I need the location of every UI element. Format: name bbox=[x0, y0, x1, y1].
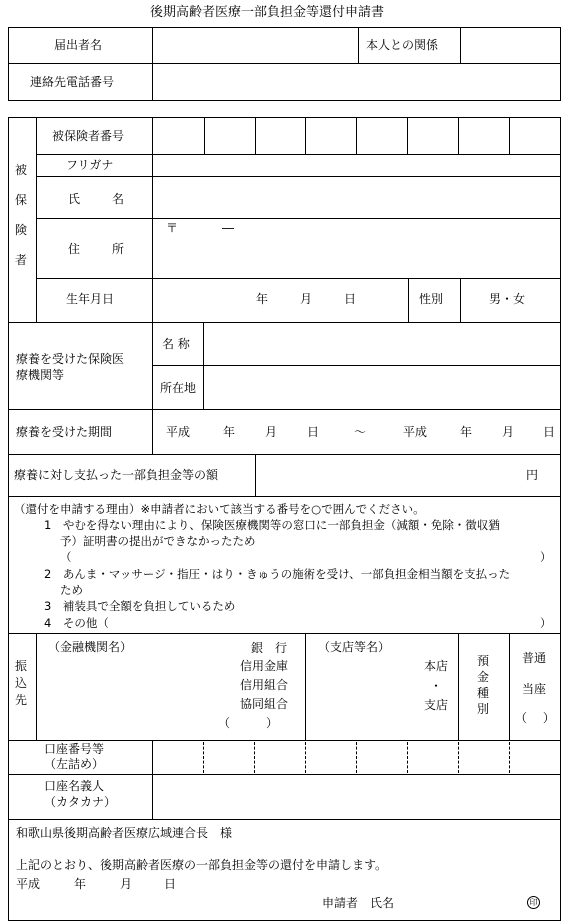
sex-options[interactable]: 男・女 bbox=[489, 292, 526, 306]
address-field[interactable] bbox=[153, 219, 560, 278]
deposit-option-paren: （ ） bbox=[515, 711, 555, 725]
period-end-month: 月 bbox=[502, 425, 515, 439]
applicant-signature-label: 申請者 氏名 bbox=[322, 896, 395, 910]
paid-amount-label: 療養に対し支払った一部負担金等の額 bbox=[14, 468, 219, 482]
applicant-name-label: 届出者名 bbox=[54, 38, 103, 52]
hospital-location-label: 所在地 bbox=[160, 381, 197, 395]
addressee: 和歌山県後期高齢者医療広域連合長 様 bbox=[16, 826, 233, 840]
period-label: 療養を受けた期間 bbox=[16, 425, 113, 439]
name-label-2: 名 bbox=[112, 192, 125, 206]
bank-institution-label: （金融機関名） bbox=[48, 640, 133, 654]
date-month: 月 bbox=[120, 877, 133, 891]
period-field[interactable] bbox=[153, 410, 560, 454]
account-number-boxes[interactable] bbox=[153, 741, 560, 774]
insured-name-field[interactable] bbox=[153, 177, 560, 218]
bank-institution-field[interactable] bbox=[37, 656, 237, 736]
deposit-type-label-3: 種 bbox=[477, 686, 490, 700]
reason-2-line-2: ため bbox=[60, 583, 83, 597]
furigana-label: フリガナ bbox=[66, 158, 114, 172]
period-end-year: 年 bbox=[460, 425, 473, 439]
insured-number-label: 被保険者番号 bbox=[52, 129, 125, 143]
date-era: 平成 bbox=[16, 877, 41, 891]
hospital-name-label: 名 称 bbox=[162, 337, 190, 351]
date-day: 日 bbox=[164, 877, 177, 891]
account-holder-field[interactable] bbox=[153, 775, 560, 819]
deposit-option-futsu[interactable]: 普通 bbox=[522, 651, 547, 665]
address-label-1: 住 bbox=[68, 242, 81, 256]
account-number-label-2: （左詰め） bbox=[44, 757, 105, 771]
applicant-name-field[interactable] bbox=[153, 28, 358, 63]
period-end-day: 日 bbox=[543, 425, 556, 439]
period-tilde: ～ bbox=[354, 425, 367, 439]
reason-4[interactable]: 4 その他（ bbox=[44, 616, 109, 630]
period-start-era: 平成 bbox=[166, 425, 191, 439]
bank-type-shinkumi[interactable]: 信用組合 bbox=[240, 678, 289, 692]
date-year: 年 bbox=[74, 877, 87, 891]
period-start-day: 日 bbox=[307, 425, 320, 439]
branch-sub[interactable]: 支店 bbox=[424, 698, 449, 712]
hospital-label-2: 療機関等 bbox=[16, 368, 65, 382]
branch-dot: ・ bbox=[430, 679, 443, 693]
statement: 上記のとおり、後期高齢者医療の一部負担金等の還付を申請します。 bbox=[16, 858, 388, 872]
form-title: 後期高齢者医療一部負担金等還付申請書 bbox=[150, 5, 385, 20]
deposit-type-label-4: 別 bbox=[477, 702, 490, 716]
paid-amount-yen: 円 bbox=[526, 468, 539, 482]
branch-label: （支店等名） bbox=[318, 640, 391, 654]
bank-type-kyodo[interactable]: 協同組合 bbox=[240, 697, 289, 711]
hospital-location-field[interactable] bbox=[204, 366, 560, 409]
birth-date-label: 生年月日 bbox=[66, 292, 115, 306]
applicant-signature-field[interactable] bbox=[410, 893, 520, 913]
application-date-field[interactable] bbox=[40, 875, 180, 893]
reason-bottom-line bbox=[8, 633, 561, 634]
insured-group-label-4: 者 bbox=[15, 253, 28, 267]
birth-month-unit: 月 bbox=[300, 292, 313, 306]
bank-group-label-2: 込 bbox=[15, 676, 28, 690]
reason-1-paren-close: ） bbox=[540, 550, 552, 564]
reason-4-paren-close: ） bbox=[540, 616, 552, 630]
deposit-type-label-2: 金 bbox=[477, 670, 490, 684]
hospital-label-1: 療養を受けた保険医 bbox=[16, 352, 125, 366]
period-start-month: 月 bbox=[265, 425, 278, 439]
reason-3[interactable]: 3 補装具で全額を負担しているため bbox=[44, 599, 236, 613]
bank-group-label-1: 振 bbox=[15, 659, 28, 673]
address-label-2: 所 bbox=[112, 242, 125, 256]
insured-group-label-1: 被 bbox=[15, 163, 28, 177]
deposit-type-label-1: 預 bbox=[477, 654, 490, 668]
bank-type-shinkin[interactable]: 信用金庫 bbox=[240, 659, 289, 673]
hospital-name-field[interactable] bbox=[204, 323, 560, 365]
reason-header: （還付を申請する理由）※申請者において該当する番号を○で囲んでください。 bbox=[14, 502, 425, 516]
insured-number-field[interactable] bbox=[153, 118, 560, 154]
branch-main[interactable]: 本店 bbox=[424, 659, 449, 673]
phone-label: 連絡先電話番号 bbox=[30, 75, 115, 89]
reason-1-line-1[interactable]: 1 やむを得ない理由により、保険医療機関等の窓口に一部負担金（減額・免除・徴収猶 bbox=[44, 518, 500, 532]
deposit-option-toza[interactable]: 当座 bbox=[522, 682, 547, 696]
insured-group-label-2: 保 bbox=[15, 193, 28, 207]
birth-date-field[interactable] bbox=[153, 279, 408, 322]
relation-field[interactable] bbox=[461, 28, 560, 63]
bank-type-bank[interactable]: 銀 行 bbox=[251, 641, 288, 655]
relation-label: 本人との関係 bbox=[366, 38, 439, 52]
furigana-field[interactable] bbox=[153, 155, 560, 176]
period-start-year: 年 bbox=[223, 425, 236, 439]
phone-field[interactable] bbox=[153, 64, 560, 100]
reason-2-line-1[interactable]: 2 あんま・マッサージ・指圧・はり・きゅうの施術を受け、一部負担金相当額を支払った bbox=[44, 567, 511, 581]
sex-label: 性別 bbox=[419, 292, 444, 306]
branch-field[interactable] bbox=[306, 656, 416, 736]
account-holder-label-2: （カタカナ） bbox=[44, 795, 117, 809]
account-number-label-1: 口座番号等 bbox=[44, 742, 105, 756]
paid-amount-field[interactable] bbox=[256, 455, 516, 496]
account-holder-label-1: 口座名義人 bbox=[44, 779, 105, 793]
name-label-1: 氏 bbox=[68, 192, 81, 206]
birth-day-unit: 日 bbox=[344, 292, 357, 306]
bank-type-paren: （ ） bbox=[218, 716, 279, 730]
bank-group-label-3: 先 bbox=[15, 693, 28, 707]
reason-1-line-2: 予）証明書の提出ができなかったため bbox=[60, 534, 256, 548]
insured-group-label-3: 険 bbox=[15, 223, 28, 237]
postal-dash: ― bbox=[222, 221, 234, 235]
reason-1-paren-open: （ bbox=[60, 550, 72, 564]
period-end-era: 平成 bbox=[403, 425, 428, 439]
seal-mark: 印 bbox=[527, 896, 540, 909]
postal-mark: 〒 bbox=[166, 221, 179, 235]
birth-year-unit: 年 bbox=[256, 292, 269, 306]
